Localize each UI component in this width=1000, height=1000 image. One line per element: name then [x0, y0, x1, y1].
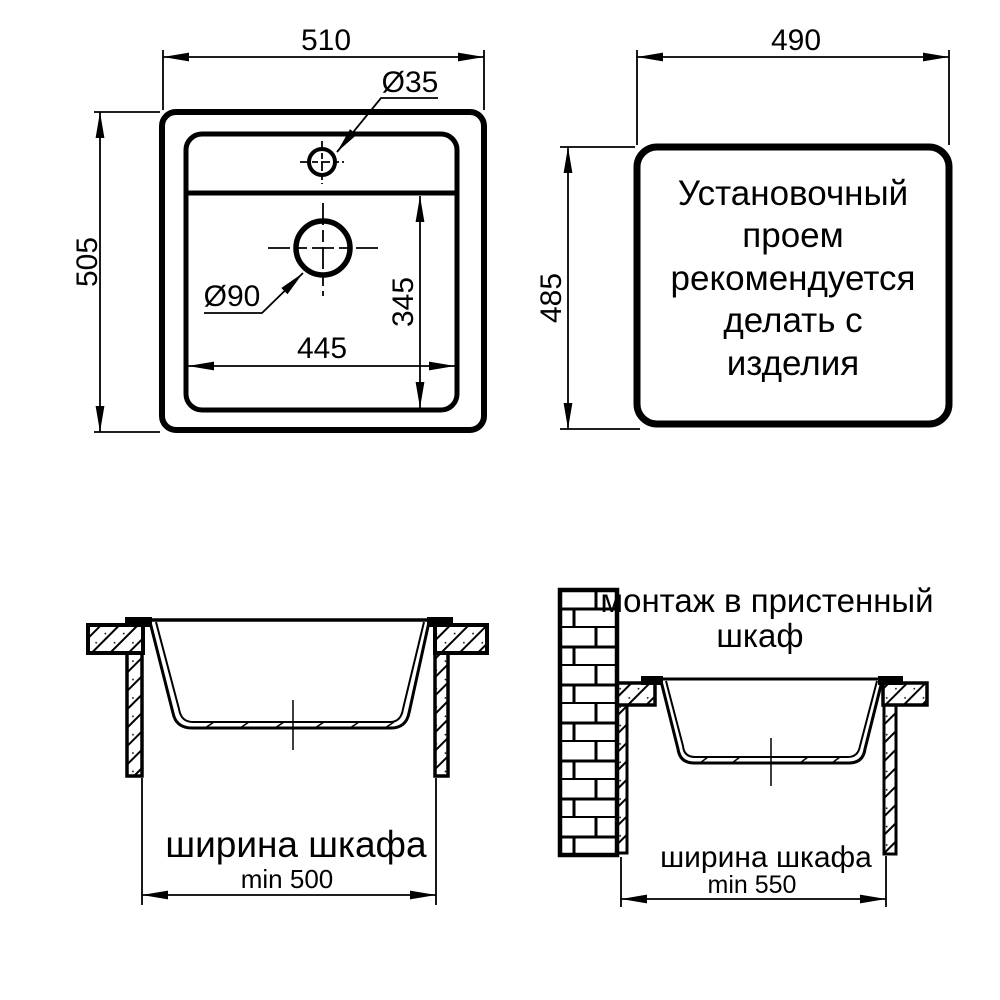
cabinet-wall-right	[884, 705, 896, 854]
dimension-cabinet-width	[142, 778, 436, 905]
dim-445-label: 445	[296, 332, 348, 365]
cabinet-min-width-label: min 500	[240, 864, 334, 894]
leader-drain-hole	[204, 273, 303, 313]
wall-mount-title-line-1: монтаж в пристенный	[600, 582, 934, 619]
cabinet-width-label: ширина шкафа	[660, 841, 872, 874]
leader-line	[337, 98, 438, 152]
brick-wall	[560, 590, 617, 855]
dim-490-label: 490	[770, 24, 822, 57]
bowl-outer-wall	[150, 622, 429, 728]
dimension-bowl-width	[188, 332, 455, 366]
extension-lines	[637, 50, 949, 145]
note-line-1: Установочный	[677, 174, 909, 213]
cabinet-wall-left	[617, 705, 627, 853]
cabinet-min-width-label: min 550	[707, 871, 797, 899]
flange-cap-left	[641, 676, 663, 685]
sink-outer-edge	[162, 112, 484, 430]
wall-mount-title-line-2: шкаф	[716, 617, 804, 654]
dim-505-label: 505	[71, 236, 104, 288]
dim-510-label: 510	[300, 24, 352, 57]
cabinet-wall-left	[127, 653, 142, 776]
dim-345-label: 345	[387, 276, 420, 328]
sink-top-view	[71, 24, 484, 432]
drain-centerline	[269, 700, 317, 750]
countertop-right	[435, 625, 487, 653]
countertop-right	[883, 683, 927, 705]
drain-hole-centerlines	[268, 203, 378, 296]
cabinet-width-label: ширина шкафа	[165, 824, 427, 865]
dimension-cutout-width	[637, 24, 949, 145]
dimension-bowl-depth	[387, 196, 420, 408]
faucet-hole-centerlines	[300, 141, 344, 184]
dimension-wall-cabinet-width	[621, 841, 886, 907]
dimension-cutout-depth	[535, 147, 640, 429]
flange-cap-left	[125, 617, 152, 627]
extension-lines	[560, 147, 640, 429]
note-line-5: изделия	[726, 344, 860, 383]
dim-485-label: 485	[535, 272, 568, 324]
dimension-overall-depth	[71, 112, 160, 432]
note-line-2: проем	[742, 216, 844, 255]
cutout-note	[671, 174, 916, 383]
cutout-view	[535, 24, 949, 429]
bowl-inner-wall	[156, 622, 424, 722]
flange-cap-right	[427, 617, 453, 627]
countertop-left	[617, 683, 655, 705]
dim-d90-label: Ø90	[203, 280, 261, 313]
cabinet-section-view	[88, 617, 487, 905]
note-line-4: делать с	[723, 301, 863, 340]
countertop-left	[88, 625, 143, 653]
wall-cabinet-section-view	[560, 582, 934, 907]
dim-d35-label: Ø35	[381, 66, 439, 99]
note-line-3: рекомендуется	[670, 259, 916, 298]
cabinet-wall-right	[435, 653, 448, 776]
